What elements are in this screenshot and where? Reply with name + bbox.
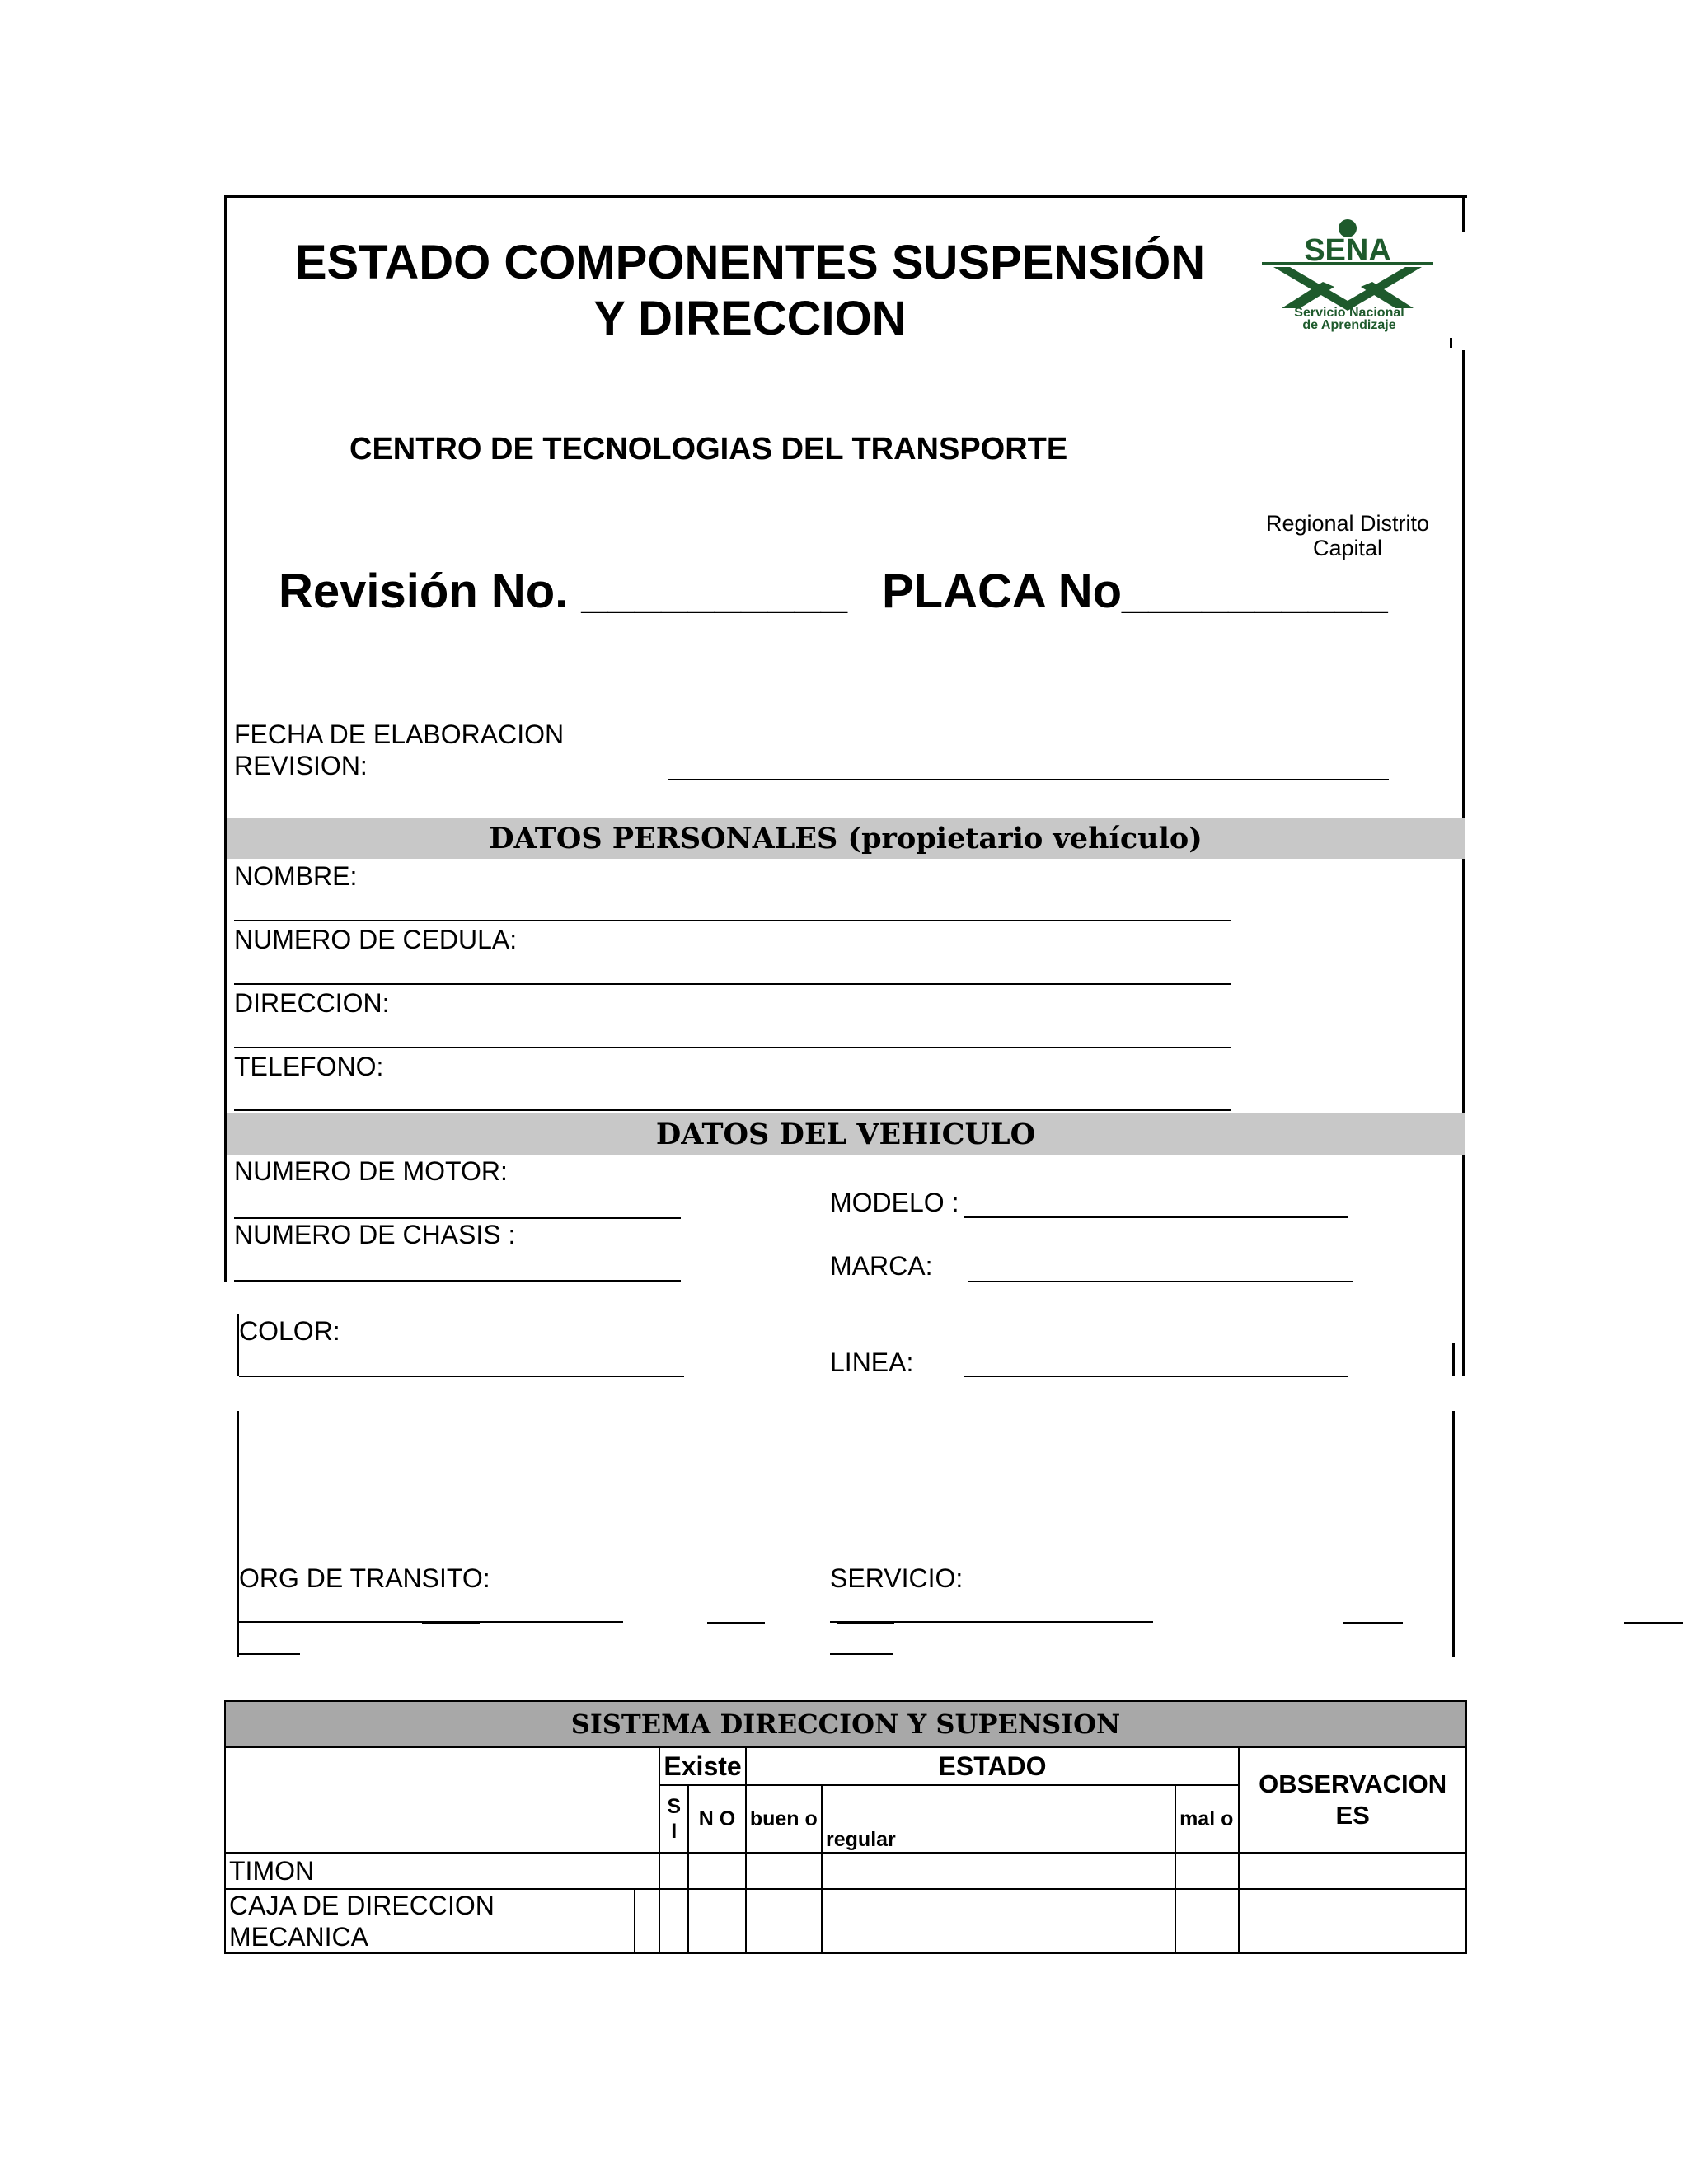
frame-right-tick (1450, 338, 1452, 348)
estado-header: ESTADO (746, 1747, 1239, 1785)
revision-label: Revisión No. __________ (279, 565, 847, 618)
color-label: COLOR: (239, 1316, 340, 1346)
bueno-header: buen o (746, 1785, 822, 1853)
system-table-title: SISTEMA DIRECCION Y SUPENSION (225, 1701, 1466, 1747)
timon-bueno-cell[interactable] (746, 1853, 822, 1889)
caja-no-cell[interactable] (688, 1889, 746, 1953)
transito-left-line (237, 1411, 239, 1657)
marca-input-line[interactable] (968, 1281, 1353, 1282)
form-title-line1: ESTADO COMPONENTES SUSPENSIÓN (294, 236, 1206, 289)
telefono-input-line[interactable] (234, 1109, 1231, 1111)
row-label-caja: CAJA DE DIRECCION MECANICA (225, 1889, 635, 1953)
marca-label: MARCA: (830, 1251, 933, 1281)
linea-right-tick (1452, 1343, 1455, 1376)
cedula-label: NUMERO DE CEDULA: (234, 925, 518, 954)
timon-si-cell[interactable] (659, 1853, 688, 1889)
sena-line1-text: Servicio Nacional (1294, 306, 1404, 320)
direccion-label: DIRECCION: (234, 988, 390, 1018)
frame-right (1462, 350, 1465, 1376)
row-label-timon: TIMON (225, 1853, 659, 1889)
caja-observaciones-cell[interactable] (1239, 1889, 1466, 1953)
sena-logo-icon (1249, 216, 1447, 340)
regional-label (1249, 511, 1447, 560)
direccion-input-line[interactable] (234, 1047, 1231, 1048)
personal-header: DATOS PERSONALES (propietario vehículo) (227, 818, 1465, 859)
caja-malo-cell[interactable] (1175, 1889, 1239, 1953)
fecha-input-line[interactable] (668, 779, 1389, 780)
table-row (225, 1889, 1466, 1953)
existe-header: Existe (659, 1747, 746, 1785)
transito-mark-2 (707, 1622, 765, 1624)
servicio-mark-1 (837, 1622, 894, 1624)
motor-label: NUMERO DE MOTOR: (234, 1156, 508, 1186)
chasis-label: NUMERO DE CHASIS : (234, 1220, 516, 1249)
frame-right-top (1462, 195, 1465, 232)
transito-mark-1 (422, 1622, 480, 1624)
observaciones-header: OBSERVACION ES (1239, 1747, 1466, 1853)
caja-bueno-cell[interactable] (746, 1889, 822, 1953)
chasis-input-line[interactable] (234, 1280, 681, 1282)
transito-mark-3 (239, 1653, 300, 1655)
nombre-input-line[interactable] (234, 920, 1231, 921)
servicio-right-line (1452, 1411, 1455, 1657)
form-title-line2: Y DIRECCION (593, 292, 907, 345)
color-input-line[interactable] (239, 1376, 684, 1377)
servicio-label: SERVICIO: (830, 1563, 964, 1593)
nombre-label: NOMBRE: (234, 861, 358, 891)
no-header: N O (688, 1785, 746, 1853)
modelo-input-line[interactable] (964, 1216, 1348, 1218)
table-row (225, 1853, 1466, 1889)
caja-regular-cell[interactable] (822, 1889, 1175, 1953)
timon-observaciones-cell[interactable] (1239, 1853, 1466, 1889)
cedula-input-line[interactable] (234, 983, 1231, 985)
telefono-label: TELEFONO: (234, 1052, 384, 1081)
caja-spacer-cell (635, 1889, 659, 1953)
modelo-label: MODELO : (830, 1188, 959, 1217)
servicio-mark-4 (1624, 1622, 1683, 1624)
malo-header: mal o (1175, 1785, 1239, 1853)
fecha-line2: REVISION: (234, 751, 368, 780)
linea-input-line[interactable] (964, 1376, 1348, 1377)
sena-logo (1249, 216, 1447, 340)
sena-brand-text: SENA (1304, 233, 1391, 268)
regular-header: regular (822, 1785, 1175, 1853)
system-table (224, 1700, 1467, 1954)
transito-label: ORG DE TRANSITO: (239, 1563, 490, 1593)
sena-line2-text: de Aprendizaje (1302, 318, 1396, 332)
center-name: CENTRO DE TECNOLOGIAS DEL TRANSPORTE (349, 432, 1068, 466)
linea-label: LINEA: (830, 1347, 914, 1377)
timon-regular-cell[interactable] (822, 1853, 1175, 1889)
caja-si-cell[interactable] (659, 1889, 688, 1953)
regional-line1: Regional Distrito (1265, 511, 1430, 536)
item-header-cell (225, 1747, 659, 1853)
servicio-mark-3 (1343, 1622, 1403, 1624)
fecha-label (234, 719, 564, 781)
frame-top (224, 195, 1467, 198)
form-title (247, 235, 1253, 347)
vehicle-header: DATOS DEL VEHICULO (227, 1113, 1465, 1155)
si-header: S I (659, 1785, 688, 1853)
regional-line2: Capital (1312, 536, 1383, 560)
timon-malo-cell[interactable] (1175, 1853, 1239, 1889)
fecha-line1: FECHA DE ELABORACION (234, 719, 565, 749)
placa-label: PLACA No__________ (882, 565, 1388, 618)
servicio-mark-2 (830, 1653, 893, 1655)
timon-no-cell[interactable] (688, 1853, 746, 1889)
